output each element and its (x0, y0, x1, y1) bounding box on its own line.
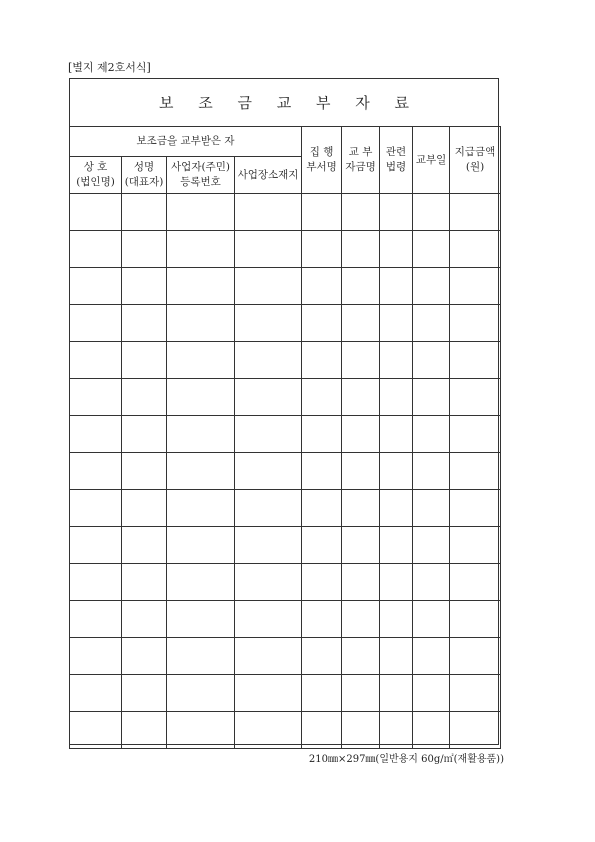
table-cell[interactable] (450, 564, 501, 601)
table-cell[interactable] (70, 379, 122, 416)
table-cell[interactable] (450, 601, 501, 638)
table-cell[interactable] (122, 453, 167, 490)
table-cell[interactable] (167, 379, 235, 416)
table-cell[interactable] (235, 638, 302, 675)
table-cell[interactable] (70, 268, 122, 305)
table-row (70, 453, 501, 490)
table-cell[interactable] (235, 453, 302, 490)
table-cell[interactable] (342, 416, 380, 453)
table-cell[interactable] (302, 490, 342, 527)
header-law (380, 127, 413, 194)
table-cell[interactable] (380, 527, 413, 564)
table-cell[interactable] (450, 379, 501, 416)
table-cell[interactable] (167, 194, 235, 231)
table-cell[interactable] (342, 342, 380, 379)
table-cell[interactable] (70, 342, 122, 379)
table-cell[interactable] (235, 490, 302, 527)
table-cell[interactable] (413, 527, 450, 564)
table-cell[interactable] (70, 712, 122, 749)
table-cell[interactable] (302, 527, 342, 564)
table-cell[interactable] (235, 527, 302, 564)
table-cell[interactable] (380, 453, 413, 490)
table-cell[interactable] (122, 712, 167, 749)
table-cell[interactable] (122, 490, 167, 527)
table-cell[interactable] (70, 527, 122, 564)
table-cell[interactable] (413, 379, 450, 416)
table-cell[interactable] (413, 416, 450, 453)
table-cell[interactable] (122, 231, 167, 268)
table-cell[interactable] (342, 231, 380, 268)
table-cell[interactable] (167, 527, 235, 564)
table-cell[interactable] (235, 601, 302, 638)
table-cell[interactable] (302, 638, 342, 675)
table-cell[interactable] (302, 601, 342, 638)
table-cell[interactable] (235, 231, 302, 268)
table-cell[interactable] (167, 638, 235, 675)
table-cell[interactable] (167, 490, 235, 527)
table-cell[interactable] (70, 564, 122, 601)
header-company (70, 157, 122, 194)
table-cell[interactable] (122, 268, 167, 305)
header-name-line1: 성명 (133, 161, 155, 173)
table-cell[interactable] (70, 194, 122, 231)
header-dept-line1: 집 행 (309, 146, 334, 158)
table-cell[interactable] (302, 712, 342, 749)
header-dept-line2: 부서명 (306, 161, 337, 173)
table-cell[interactable] (122, 194, 167, 231)
table-cell[interactable] (167, 231, 235, 268)
paper-spec-footer: 210㎜×297㎜(일반용지 60g/㎡(재활용품)) (308, 754, 504, 765)
header-law-line2: 법령 (385, 161, 407, 173)
recipient-group-header: 보조금을 교부받은 자 (70, 127, 302, 157)
table-cell[interactable] (342, 305, 380, 342)
table-cell[interactable] (380, 712, 413, 749)
table-cell[interactable] (302, 675, 342, 712)
table-cell[interactable] (380, 416, 413, 453)
table-cell[interactable] (70, 305, 122, 342)
table-cell[interactable] (450, 305, 501, 342)
header-address (235, 157, 302, 194)
table-row (70, 490, 501, 527)
table-cell[interactable] (413, 305, 450, 342)
table-cell[interactable] (450, 231, 501, 268)
table-cell[interactable] (413, 268, 450, 305)
header-reg-no-line1: 사업자(주민) (171, 161, 230, 173)
table-cell[interactable] (235, 416, 302, 453)
form-title: 보 조 금 교 부 자 료 (70, 79, 498, 127)
header-reg-no (167, 157, 235, 194)
table-cell[interactable] (450, 638, 501, 675)
table-cell[interactable] (450, 268, 501, 305)
table-cell[interactable] (302, 268, 342, 305)
table-cell[interactable] (167, 564, 235, 601)
table-cell[interactable] (413, 564, 450, 601)
table-row (70, 342, 501, 379)
table-cell[interactable] (450, 194, 501, 231)
table-cell[interactable] (302, 194, 342, 231)
table-row (70, 527, 501, 564)
header-company-line2: (법인명) (76, 176, 115, 188)
table-cell[interactable] (450, 527, 501, 564)
table-cell[interactable] (380, 675, 413, 712)
header-amount-line2: (원) (465, 161, 485, 173)
table-body (70, 194, 501, 749)
table-row (70, 675, 501, 712)
table-cell[interactable] (380, 194, 413, 231)
table-cell[interactable] (413, 675, 450, 712)
table-cell[interactable] (122, 305, 167, 342)
table-cell[interactable] (122, 416, 167, 453)
table-row (70, 194, 501, 231)
table-cell[interactable] (380, 638, 413, 675)
table-cell[interactable] (450, 490, 501, 527)
table-cell[interactable] (342, 527, 380, 564)
table-cell[interactable] (342, 564, 380, 601)
header-law-line1: 관련 (385, 146, 407, 158)
table-cell[interactable] (450, 342, 501, 379)
form-label: [별지 제2호서식] (68, 61, 151, 74)
table-cell[interactable] (235, 379, 302, 416)
subsidy-form-frame (69, 78, 499, 745)
table-cell[interactable] (450, 675, 501, 712)
table-cell[interactable] (167, 268, 235, 305)
table-row (70, 379, 501, 416)
table-row (70, 712, 501, 749)
table-row (70, 268, 501, 305)
table-cell[interactable] (167, 342, 235, 379)
header-subsidy-line1: 교 부 (348, 146, 373, 158)
table-cell[interactable] (167, 675, 235, 712)
table-cell[interactable] (450, 416, 501, 453)
table-cell[interactable] (302, 342, 342, 379)
table-cell[interactable] (70, 638, 122, 675)
header-subsidy (342, 127, 380, 194)
table-row (70, 231, 501, 268)
table-cell[interactable] (235, 194, 302, 231)
header-date (413, 127, 450, 194)
header-name (122, 157, 167, 194)
table-row (70, 638, 501, 675)
table-cell[interactable] (122, 564, 167, 601)
table-cell[interactable] (380, 490, 413, 527)
table-cell[interactable] (342, 712, 380, 749)
subsidy-table (69, 126, 501, 749)
table-cell[interactable] (380, 379, 413, 416)
table-cell[interactable] (302, 564, 342, 601)
table-cell[interactable] (380, 305, 413, 342)
table-cell[interactable] (235, 564, 302, 601)
table-cell[interactable] (70, 601, 122, 638)
table-cell[interactable] (302, 379, 342, 416)
table-cell[interactable] (235, 342, 302, 379)
table-cell[interactable] (302, 416, 342, 453)
table-cell[interactable] (380, 601, 413, 638)
table-cell[interactable] (380, 268, 413, 305)
table-cell[interactable] (167, 416, 235, 453)
table-cell[interactable] (70, 490, 122, 527)
table-cell[interactable] (342, 268, 380, 305)
table-cell[interactable] (70, 453, 122, 490)
table-cell[interactable] (70, 416, 122, 453)
table-cell[interactable] (450, 712, 501, 749)
header-dept (302, 127, 342, 194)
table-cell[interactable] (122, 638, 167, 675)
table-cell[interactable] (413, 638, 450, 675)
table-cell[interactable] (167, 453, 235, 490)
table-cell[interactable] (70, 675, 122, 712)
table-cell[interactable] (122, 527, 167, 564)
table-cell[interactable] (235, 675, 302, 712)
header-subsidy-line2: 자금명 (345, 161, 376, 173)
table-cell[interactable] (167, 305, 235, 342)
table-cell[interactable] (380, 342, 413, 379)
table-cell[interactable] (413, 231, 450, 268)
table-cell[interactable] (70, 231, 122, 268)
table-cell[interactable] (342, 638, 380, 675)
table-cell[interactable] (413, 601, 450, 638)
table-cell[interactable] (122, 342, 167, 379)
table-cell[interactable] (380, 564, 413, 601)
table-cell[interactable] (302, 305, 342, 342)
table-cell[interactable] (342, 675, 380, 712)
table-cell[interactable] (122, 601, 167, 638)
table-cell[interactable] (122, 675, 167, 712)
table-cell[interactable] (342, 601, 380, 638)
table-cell[interactable] (413, 712, 450, 749)
table-cell[interactable] (413, 490, 450, 527)
table-cell[interactable] (167, 601, 235, 638)
table-row (70, 564, 501, 601)
table-row (70, 416, 501, 453)
table-cell[interactable] (302, 453, 342, 490)
table-cell[interactable] (342, 453, 380, 490)
table-cell[interactable] (342, 379, 380, 416)
table-cell[interactable] (342, 490, 380, 527)
table-cell[interactable] (235, 268, 302, 305)
table-cell[interactable] (235, 305, 302, 342)
table-cell[interactable] (235, 712, 302, 749)
table-cell[interactable] (122, 379, 167, 416)
header-amount (450, 127, 501, 194)
table-row (70, 305, 501, 342)
header-date-line1: 교부일 (415, 153, 447, 166)
header-reg-no-line2: 등록번호 (180, 176, 221, 188)
header-name-line2: (대표자) (124, 176, 164, 188)
header-amount-line1: 지급금액 (454, 146, 496, 158)
table-row (70, 601, 501, 638)
table-cell[interactable] (413, 194, 450, 231)
table-cell[interactable] (413, 453, 450, 490)
table-cell[interactable] (167, 712, 235, 749)
table-cell[interactable] (342, 194, 380, 231)
table-cell[interactable] (302, 231, 342, 268)
table-cell[interactable] (380, 231, 413, 268)
table-cell[interactable] (450, 453, 501, 490)
header-company-line1: 상 호 (83, 161, 108, 173)
table-cell[interactable] (413, 342, 450, 379)
header-address-line1: 사업장소재지 (237, 168, 299, 181)
